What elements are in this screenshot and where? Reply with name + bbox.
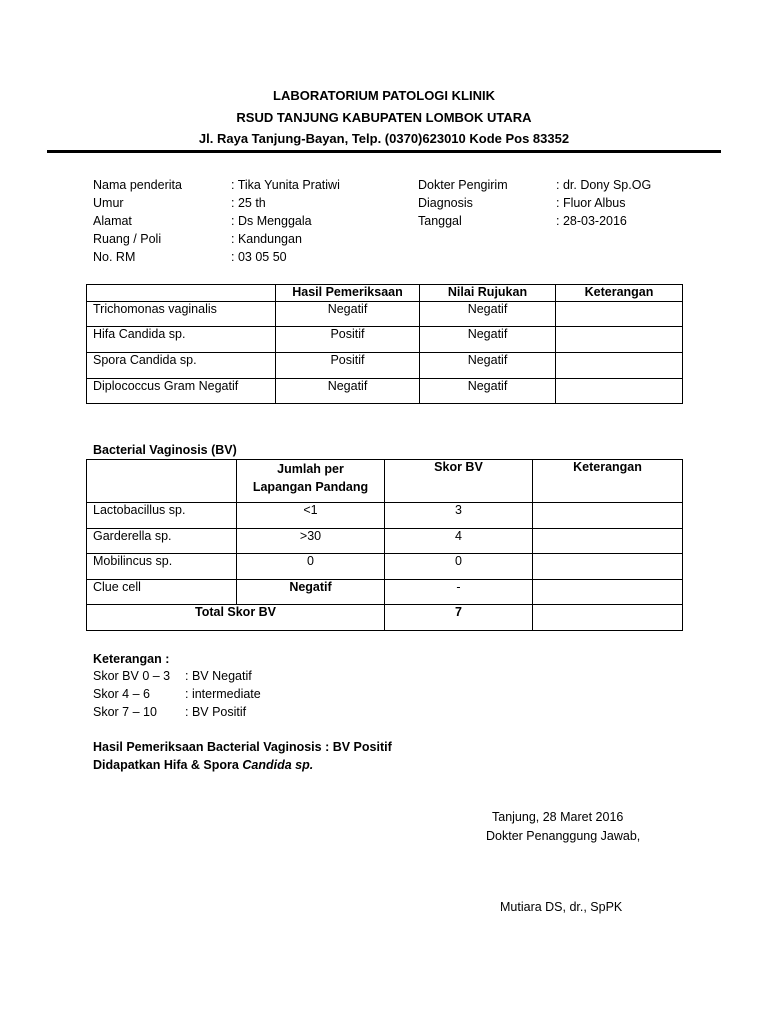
table-cell: 3	[385, 503, 533, 529]
label-diagnosis: Diagnosis	[418, 196, 473, 210]
table-cell: -	[385, 580, 533, 605]
table-row	[87, 529, 683, 554]
table-cell	[533, 554, 683, 580]
table-cell: Garderella sp.	[87, 529, 237, 554]
legend-range: Skor 7 – 10	[93, 705, 157, 719]
label-dokter: Dokter Pengirim	[418, 178, 508, 192]
table-cell: Diplococcus Gram Negatif	[87, 379, 276, 404]
value-dokter: : dr. Dony Sp.OG	[556, 178, 652, 192]
table-cell: 4	[385, 529, 533, 554]
legend-desc: : BV Negatif	[185, 669, 252, 683]
label-tanggal: Tanggal	[418, 214, 462, 228]
value-ruang: : Kandungan	[231, 232, 302, 246]
table-cell	[556, 327, 683, 353]
table-cell	[533, 529, 683, 554]
table-header-cell: Jumlah per Lapangan Pandang	[237, 460, 385, 503]
exam-results-table	[86, 284, 683, 404]
table-cell: 0	[385, 554, 533, 580]
conclusion-organism: Candida sp.	[242, 758, 314, 772]
table-cell: Spora Candida sp.	[87, 353, 276, 379]
table-cell: Clue cell	[87, 580, 237, 605]
table-cell: Mobilincus sp.	[87, 554, 237, 580]
table-cell	[533, 580, 683, 605]
table-cell: Positif	[276, 327, 420, 353]
table-header-row	[87, 460, 683, 503]
table-cell: Negatif	[420, 302, 556, 327]
legend-desc: : intermediate	[185, 687, 261, 701]
table-cell: Negatif	[420, 353, 556, 379]
table-row	[87, 302, 683, 327]
table-cell: <1	[237, 503, 385, 529]
table-header-cell: Hasil Pemeriksaan	[276, 285, 420, 302]
table-cell: Negatif	[276, 379, 420, 404]
label-norm: No. RM	[93, 250, 136, 264]
total-value: 7	[385, 605, 533, 631]
table-cell: Hifa Candida sp.	[87, 327, 276, 353]
conclusion-prefix: Didapatkan Hifa & Spora	[93, 758, 243, 772]
legend-range: Skor BV 0 – 3	[93, 669, 171, 683]
table-row	[87, 554, 683, 580]
table-cell: Positif	[276, 353, 420, 379]
legend-desc: : BV Positif	[185, 705, 247, 719]
table-header-row	[87, 285, 683, 302]
table-cell: Lactobacillus sp.	[87, 503, 237, 529]
table-row	[87, 379, 683, 404]
conclusion-line1: Hasil Pemeriksaan Bacterial Vaginosis : BV Positif	[93, 740, 392, 754]
legend-range: Skor 4 – 6	[93, 687, 150, 701]
value-tanggal: : 28-03-2016	[556, 214, 627, 228]
table-row	[87, 327, 683, 353]
table-header-cell: Nilai Rujukan	[420, 285, 556, 302]
table-cell	[533, 503, 683, 529]
value-norm: : 03 05 50	[231, 250, 287, 264]
total-row	[87, 605, 683, 631]
value-umur: : 25 th	[231, 196, 266, 210]
header-rule	[47, 150, 721, 153]
table-cell: >30	[237, 529, 385, 554]
table-row	[87, 503, 683, 529]
label-umur: Umur	[93, 196, 124, 210]
value-diagnosis: : Fluor Albus	[556, 196, 626, 210]
table-header-cell: Keterangan	[556, 285, 683, 302]
hospital-name: RSUD TANJUNG KABUPATEN LOMBOK UTARA	[236, 110, 532, 125]
table-header-cell	[87, 285, 276, 302]
table-cell	[556, 353, 683, 379]
table-header-cell: Keterangan	[533, 460, 683, 503]
label-nama: Nama penderita	[93, 178, 182, 192]
table-cell	[556, 302, 683, 327]
table-cell	[533, 605, 683, 631]
table-cell: Trichomonas vaginalis	[87, 302, 276, 327]
bv-table	[86, 459, 683, 631]
table-row	[87, 353, 683, 379]
table-cell: Negatif	[237, 580, 385, 605]
total-label: Total Skor BV	[87, 605, 385, 631]
keterangan-title: Keterangan :	[93, 652, 170, 666]
table-cell: Negatif	[420, 379, 556, 404]
table-row	[87, 580, 683, 605]
table-header-cell	[87, 460, 237, 503]
signature-role: Dokter Penanggung Jawab,	[486, 829, 641, 843]
hospital-address: Jl. Raya Tanjung-Bayan, Telp. (0370)623010 Kode Pos 83352	[198, 131, 570, 146]
signature-place-date: Tanjung, 28 Maret 2016	[492, 810, 624, 824]
table-cell: Negatif	[420, 327, 556, 353]
label-alamat: Alamat	[93, 214, 132, 228]
conclusion-line2	[93, 758, 313, 772]
table-header-cell: Skor BV	[385, 460, 533, 503]
table-cell: Negatif	[276, 302, 420, 327]
table-cell	[556, 379, 683, 404]
bv-title: Bacterial Vaginosis (BV)	[93, 443, 237, 457]
signature-name: Mutiara DS, dr., SpPK	[500, 900, 623, 914]
label-ruang: Ruang / Poli	[93, 232, 162, 246]
lab-name: LABORATORIUM PATOLOGI KLINIK	[273, 88, 495, 103]
value-alamat: : Ds Menggala	[231, 214, 312, 228]
table-cell: 0	[237, 554, 385, 580]
value-nama: : Tika Yunita Pratiwi	[231, 178, 340, 192]
